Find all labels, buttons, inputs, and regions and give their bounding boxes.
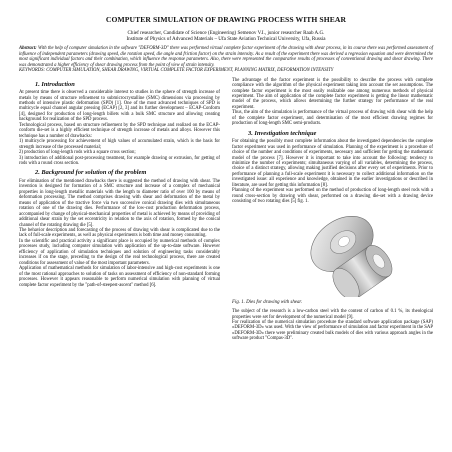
abstract-label: Abstract:	[19, 46, 37, 52]
list-item: 1) multicycle processing for achievement of high values of accumulated strain, which is the basis for strength increase of the processed material;	[19, 139, 220, 150]
paragraph: The advantage of the factor experiment is the possibility to describe the process with complete compliance with the algorithm of the physical experiment taking into account the set assumptions. The complete factor experiment is the most easily realizable one among numerous methods of physical experiment. The aim of application of the complete factor experiment is getting the linear mathematic model of the process, which allows determining the further strategy for performance of the real experiment.	[232, 77, 433, 110]
figure-caption: Fig. 1. Dies for drawing with shear.	[232, 299, 302, 305]
authors	[19, 30, 433, 42]
keywords-label: KEYWORDS:	[19, 68, 46, 74]
paragraph: At present time there is observed a considerable interest to studies in the sphere of strength increase of metals by means of structure refinement to submicrocrystalline (SMC) dimensions via processing by methods of intensive plastic deformation (SPD) [1]. One of the most advanced techniques of SPD is multicycle equal channel angular pressing (ECAP) [2, 3] and its further development – ECAP-Conform [4], designed for production of long-length billets with a bulk SMC structure and allowing creating background for realization of the SPD process.	[19, 90, 220, 123]
paragraph: The subject of the research is a low-carbon steel with the content of carbon of 0.1 %, its rheological properties were set for development of the numerical model [9].	[232, 309, 433, 320]
list-item: 2) production of long-length rods with a square cross section;	[19, 150, 136, 156]
author-names: Chief researcher, Candidate of Science (Engineering) Semenov V.I., junior researcher Raab A.G.	[127, 30, 325, 36]
paragraph: In the scientific and practical activity a significant place is occupied by numerical methods of complex processes study, including computer simulation with application of the up-to-date software. However efficiency of application of simulation techniques and solution of engineering tasks considerably increases if on the stage, preceding to the design of the real technological process, there are created conditions for assessment of value of the most important parameters.	[19, 238, 220, 266]
section-heading-investigation-technique: 3. Investigation technique	[248, 129, 317, 137]
keywords	[19, 68, 433, 73]
section-heading-introduction: 1. Introduction	[35, 80, 75, 88]
keywords-text: COMPUTER SIMULATION, SHEAR DRAWING, VIRTUAL COMPLETE FACTOR EXPERIMENT, PLANNING MATRIX, DEFORMATION INTENSITY	[46, 68, 334, 74]
author-affiliation: Institute of Physics of Advanced Materials – Ufa State Aviation Technical University, Ufa, Russia	[126, 36, 326, 43]
section-heading-background: 2. Background for solution of the problem	[35, 169, 147, 177]
paragraph: For realization of the numerical simulation procedure the standard software application package (SAP) «DEFORM-3D» was used. With the view of performance of simulation and factor experiment in the SAP «DEFORM-3D» there were preliminary created bulk models of dies with various approach angles in the software product "Compas-3D".	[232, 320, 433, 342]
paragraph: The behavior description and forecasting of the process of drawing with shear is complicated due to the lack of full-scale experiments, as well as physical experiments is both time and money consuming.	[19, 228, 220, 239]
paragraph: Technological process, based on structure refinement by the SPD technique and realized on the ECAP-conform die-set is a highly efficient technique of strength increase of metals and alloys. However this technique has a number of drawbacks:	[19, 122, 220, 139]
paragraph: For elimination of the mentioned drawbacks there is suggested the method of drawing with shear. The invention is designed for formation of a SMC structure and increase of a complex of mechanical properties in long-length metallic materials with the length to diameter ratio of over 100 by means of deformation processing. The method comprises drawing with shear and deformation of the metal by means of application of the tractive force via two successive conical drawing dies with simultaneous rotation of one of the drawing dies. Performance of the low-cost production deformation process, accompanied by change of physical-mechanical properties of metal is achieved by means of providing of additional shear strain by the set eccentricity in relation to the axis of rotation, formed by the conical channel of the rotating drawing die [5].	[19, 178, 220, 228]
paragraph: Thus, the aim of the simulation is performance of the virtual process of drawing with shear with the help of the complete factor experiment, and determination of the most efficient drawing regimes for production of long-length SMC semi-products.	[232, 110, 433, 127]
abstract-text: With the help of computer simulation in the software "DEFORM-3D" there was performed virtual complete factor experiment of the drawing with shear process, in its course there was performed assessment of influence of independent parameters (drawing speed, die rotation speed, die angle and friction factor) on the strain intensity. As a result of the experiment there was derived a regression equation and were determined the most significant individual factors and their combination, which influence the response parameters. Also, there were represented the comparative results of processes of conventional drawing and shear drawing. There was demonstrated a higher efficiency of shear drawing process from the point of view of strain intensity.	[19, 46, 434, 68]
paragraph: Planning of the experiment was performed on the method of production of long-length steel rods with a round cross-section by drawing with shear, performed on a drawing die-set with a drawing device consisting of two rotating dies [5] fig. 1.	[232, 188, 433, 205]
dies-3d-illustration	[232, 210, 433, 297]
list-item: 3) introduction of additional post-processing treatment, for example drawing or extrusion, for getting of rods with a round cross section.	[19, 155, 220, 167]
right-column	[232, 78, 433, 342]
abstract	[19, 46, 433, 68]
paper-title: COMPUTER SIMULATION OF DRAWING PROCESS WITH SHEAR	[105, 15, 347, 24]
figure-dies-drawing-with-shear	[232, 210, 433, 297]
two-column-body	[19, 78, 433, 342]
paragraph: For obtaining the possibly most complete information about the investigated dependencies the complete factor experiment was used in performance of simulation. Planning of the experiment is a procedure of choice of the number and conditions of experiments, necessary and sufficient for getting the mathematic model of the process [7]. However it is important to take into account the following: tendency to minimize the number of experiments; simultaneous varying of all variables, determining the process, choice of a distinct strategy, allowing making justified decisions after every set of experiments. Prior to performance of planning a full-scale experiment it is necessary to collect additional information on the investigated issue: all experience and knowledge, obtained in the earlier investigations or described in literature, are used for getting this information [8].	[232, 139, 433, 188]
left-column	[19, 78, 220, 342]
paragraph: Application of mathematical methods for simulation of labor-intensive and high-cost experiments is one of the most rational approaches to solution of tasks on assessment of efficiency of non-standard forming processes. However it appears reasonable to perform numerical simulation with planning of virtual complete factor experiment by the "path-of-steepest-ascent" method [6].	[19, 266, 220, 288]
